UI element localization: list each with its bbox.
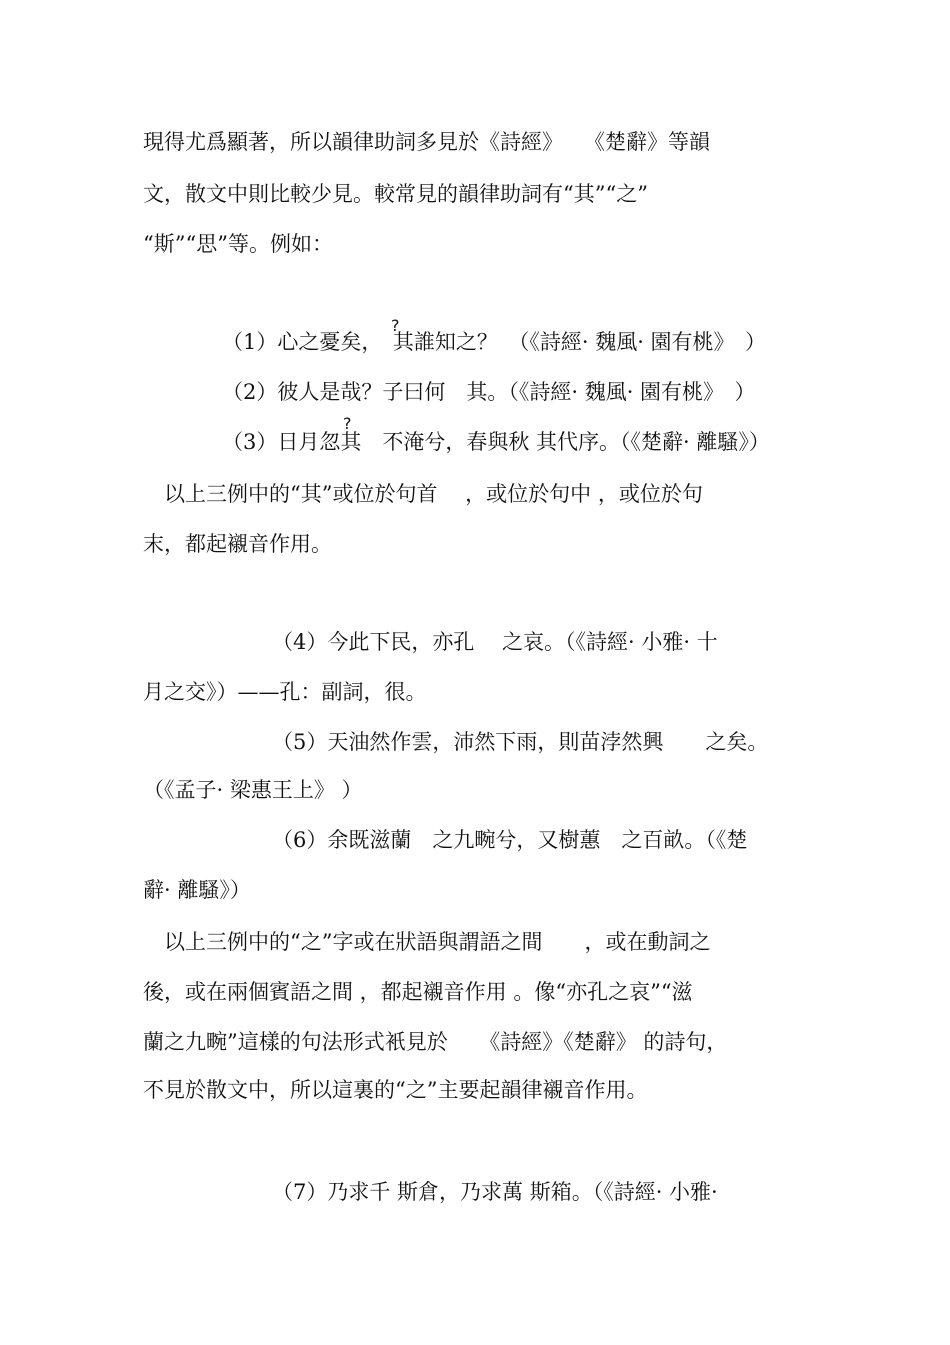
question-mark-annotation: ? xyxy=(391,316,400,335)
paragraph-2-line-1: 以上三例中的“其”或位於句首 ，或位於句中 ，或位於句 xyxy=(143,482,703,506)
paragraph-1-line-2: 文，散文中則比較少見。較常見的韻律助詞有“其”“之” xyxy=(143,182,648,206)
paragraph-1-line-3: “斯”“思”等。例如： xyxy=(143,232,333,256)
paragraph-3-line-3: 蘭之九畹”這樣的句法形式衹見於 《詩經》《楚辭》 的詩句， xyxy=(143,1030,728,1054)
example-7: （7）乃求千 斯倉，乃求萬 斯箱。（《詩經· 小雅· xyxy=(272,1180,718,1204)
example-4-line-1: （4）今此下民，亦孔 之哀。（《詩經· 小雅· 十 xyxy=(272,630,718,654)
example-5-line-2: （《孟子· 梁惠王上》 ） xyxy=(143,778,363,802)
paragraph-3-line-4: 不見於散文中，所以這裏的“之”主要起韻律襯音作用。 xyxy=(143,1078,648,1102)
paragraph-3-line-2: 後，或在兩個賓語之間 ，都起襯音作用 。像“亦孔之哀”“滋 xyxy=(143,980,693,1004)
example-3: （3）日月忽其 不淹兮，春與秋 其代序。（《楚辭· 離騷》） xyxy=(222,430,770,454)
example-6-line-2: 辭· 離騷》） xyxy=(143,878,251,902)
example-5-line-1: （5）天油然作雲，沛然下雨，則苗浡然興 之矣。 xyxy=(272,730,769,754)
paragraph-3-line-1: 以上三例中的“之”字或在狀語與謂語之間 ，或在動詞之 xyxy=(143,930,711,954)
example-1: （1）心之憂矣， 其誰知之？ （《詩經· 魏風· 園有桃》 ） xyxy=(222,330,767,354)
example-2: （2）彼人是哉？子曰何 其。（《詩經· 魏風· 園有桃》 ） xyxy=(222,380,756,404)
example-4-line-2: 月之交》）——孔：副詞，很。 xyxy=(143,680,427,704)
paragraph-2-line-2: 末，都起襯音作用。 xyxy=(143,532,332,556)
question-mark-annotation: ? xyxy=(343,414,352,433)
paragraph-1-line-1: 現得尤爲顯著，所以韻律助詞多見於《詩經》 《楚辭》等韻 xyxy=(143,130,710,154)
example-6-line-1: （6）余既滋蘭 之九畹兮，又樹蕙 之百畝。（《楚 xyxy=(272,828,748,852)
